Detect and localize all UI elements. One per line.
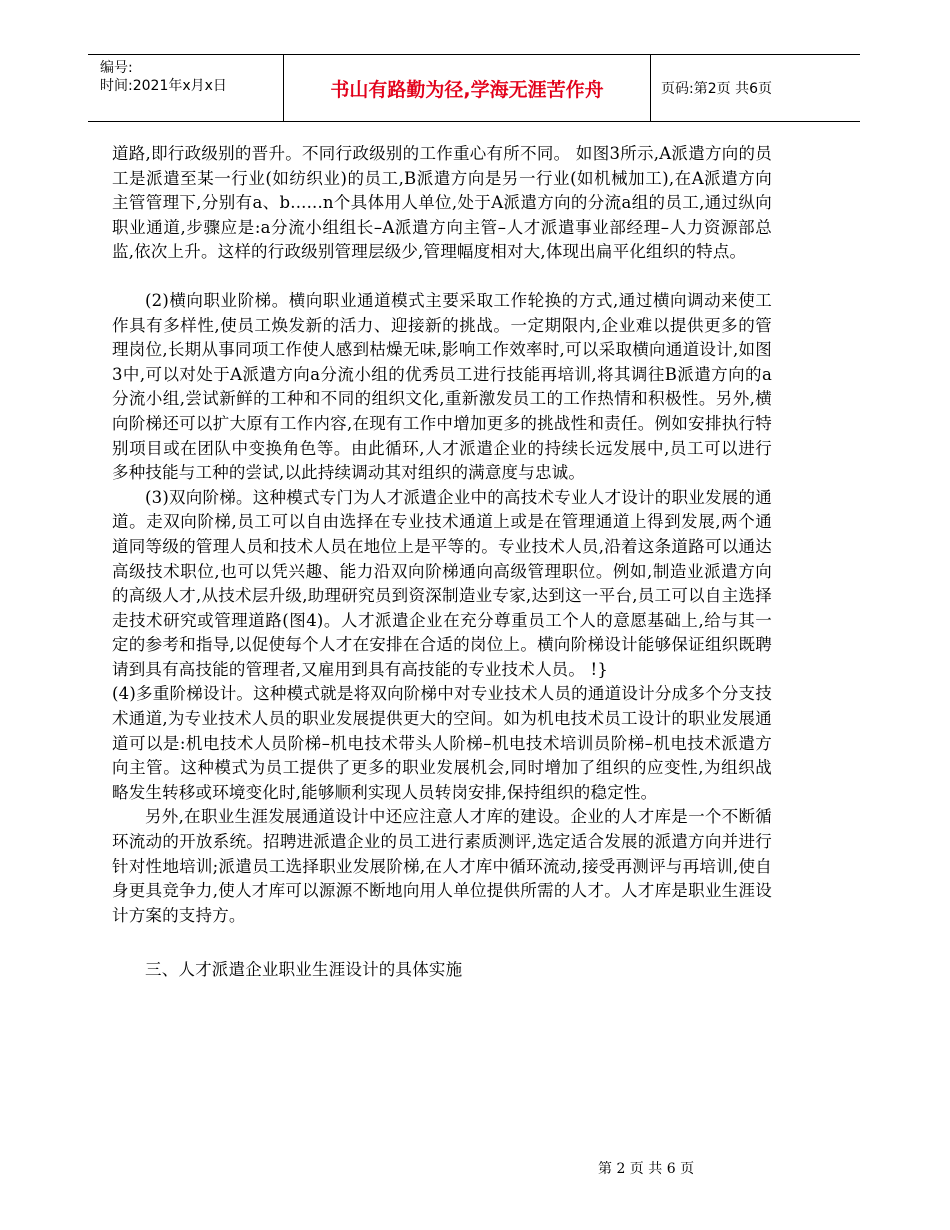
- page-header: [88, 54, 860, 122]
- paragraph-multiple-ladder: (4)多重阶梯设计。这种模式就是将双向阶梯中对专业技术人员的通道设计分成多个分支技术通道,为专业技术人员的职业发展提供更大的空间。如为机电技术员工设计的职业发展通道可以是:机电技术人员阶梯–机电技术带头人阶梯–机电技术培训员阶梯–机电技术派遣方向主管。这种模式为员工提供了更多的职业发展机会,同时增加了组织的应变性,为组织战略发生转移或环境变化时,能够顺利实现人员转岗安排,保持组织的稳定性。: [112, 684, 772, 802]
- header-motto: 书山有路勤为径,学海无涯苦作舟: [284, 55, 651, 121]
- header-meta: [88, 55, 284, 121]
- header-time-label: 时间:2021年x月x日: [100, 78, 227, 94]
- header-page-info: 页码:第2页 共6页: [661, 81, 772, 97]
- header-number-label: 编号:: [100, 60, 133, 76]
- paragraph-horizontal-ladder: (2)横向职业阶梯。横向职业通道模式主要采取工作轮换的方式,通过横向调动来使工作具有多样性,使员工焕发新的活力、迎接新的挑战。一定期限内,企业难以提供更多的管理岗位,长期从事同项工作使人感到枯燥无味,影响工作效率时,可以采取横向通道设计,如图3中,可以对处于A派遣方向a分流小组的优秀员工进行技能再培训,将其调往B派遣方向的a分流小组,尝试新鲜的工种和不同的组织文化,重新激发员工的工作热情和积极性。另外,横向阶梯还可以扩大原有工作内容,在现有工作中增加更多的挑战性和责任。例如安排执行特别项目或在团队中变换角色等。由此循环,人才派遣企业的持续长远发展中,员工可以进行多种技能与工种的尝试,以此持续调动其对组织的满意度与忠诚。: [112, 290, 772, 483]
- document-body: [112, 142, 772, 983]
- paragraph-talent-pool: 另外,在职业生涯发展通道设计中还应注意人才库的建设。企业的人才库是一个不断循环流动的开放系统。招聘进派遣企业的员工进行素质测评,选定适合发展的派遣方向并进行针对性地培训;派遣员工选择职业发展阶梯,在人才库中循环流动,接受再测评与再培训,使自身更具竞争力,使人才库可以源源不断地向用人单位提供所需的人才。人才库是职业生涯设计方案的支持方。: [112, 807, 772, 925]
- section-heading: 三、人才派遣企业职业生涯设计的具体实施: [145, 960, 463, 980]
- page-footer: 第 2 页 共 6 页: [598, 1161, 695, 1177]
- paragraph-dual-ladder: (3)双向阶梯。这种模式专门为人才派遣企业中的高技术专业人才设计的职业发展的通道。走双向阶梯,员工可以自由选择在专业技术通道上或是在管理通道上得到发展,两个通道同等级的管理人员和技术人员在地位上是平等的。专业技术人员,沿着这条道路可以通达高级技术职位,也可以凭兴趣、能力沿双向阶梯通向高级管理职位。例如,制造业派遣方向的高级人才,从技术层升级,助理研究员到资深制造业专家,达到这一平台,员工可以自主选择走技术研究或管理道路(图4)。人才派遣企业在充分尊重员工个人的意愿基础上,给与其一定的参考和指导,以促使每个人才在安排在合适的岗位上。横向阶梯设计能够保证组织既聘请到具有高技能的管理者,又雇用到具有高技能的专业技术人员。 !}: [112, 487, 772, 679]
- paragraph-vertical-ladder: 道路,即行政级别的晋升。不同行政级别的工作重心有所不同。 如图3所示,A派遣方向的员工是派遣至某一行业(如纺织业)的员工,B派遣方向是另一行业(如机械加工),在A派遣方向主管管理下,分别有a、b......n个具体用人单位,处于A派遣方向的分流a组的员工,通过纵向职业通道,步骤应是:a分流小组组长–A派遣方向主管–人才派遣事业部经理–人力资源部总监,依次上升。这样的行政级别管理层级少,管理幅度相对大,体现出扁平化组织的特点。: [112, 144, 772, 262]
